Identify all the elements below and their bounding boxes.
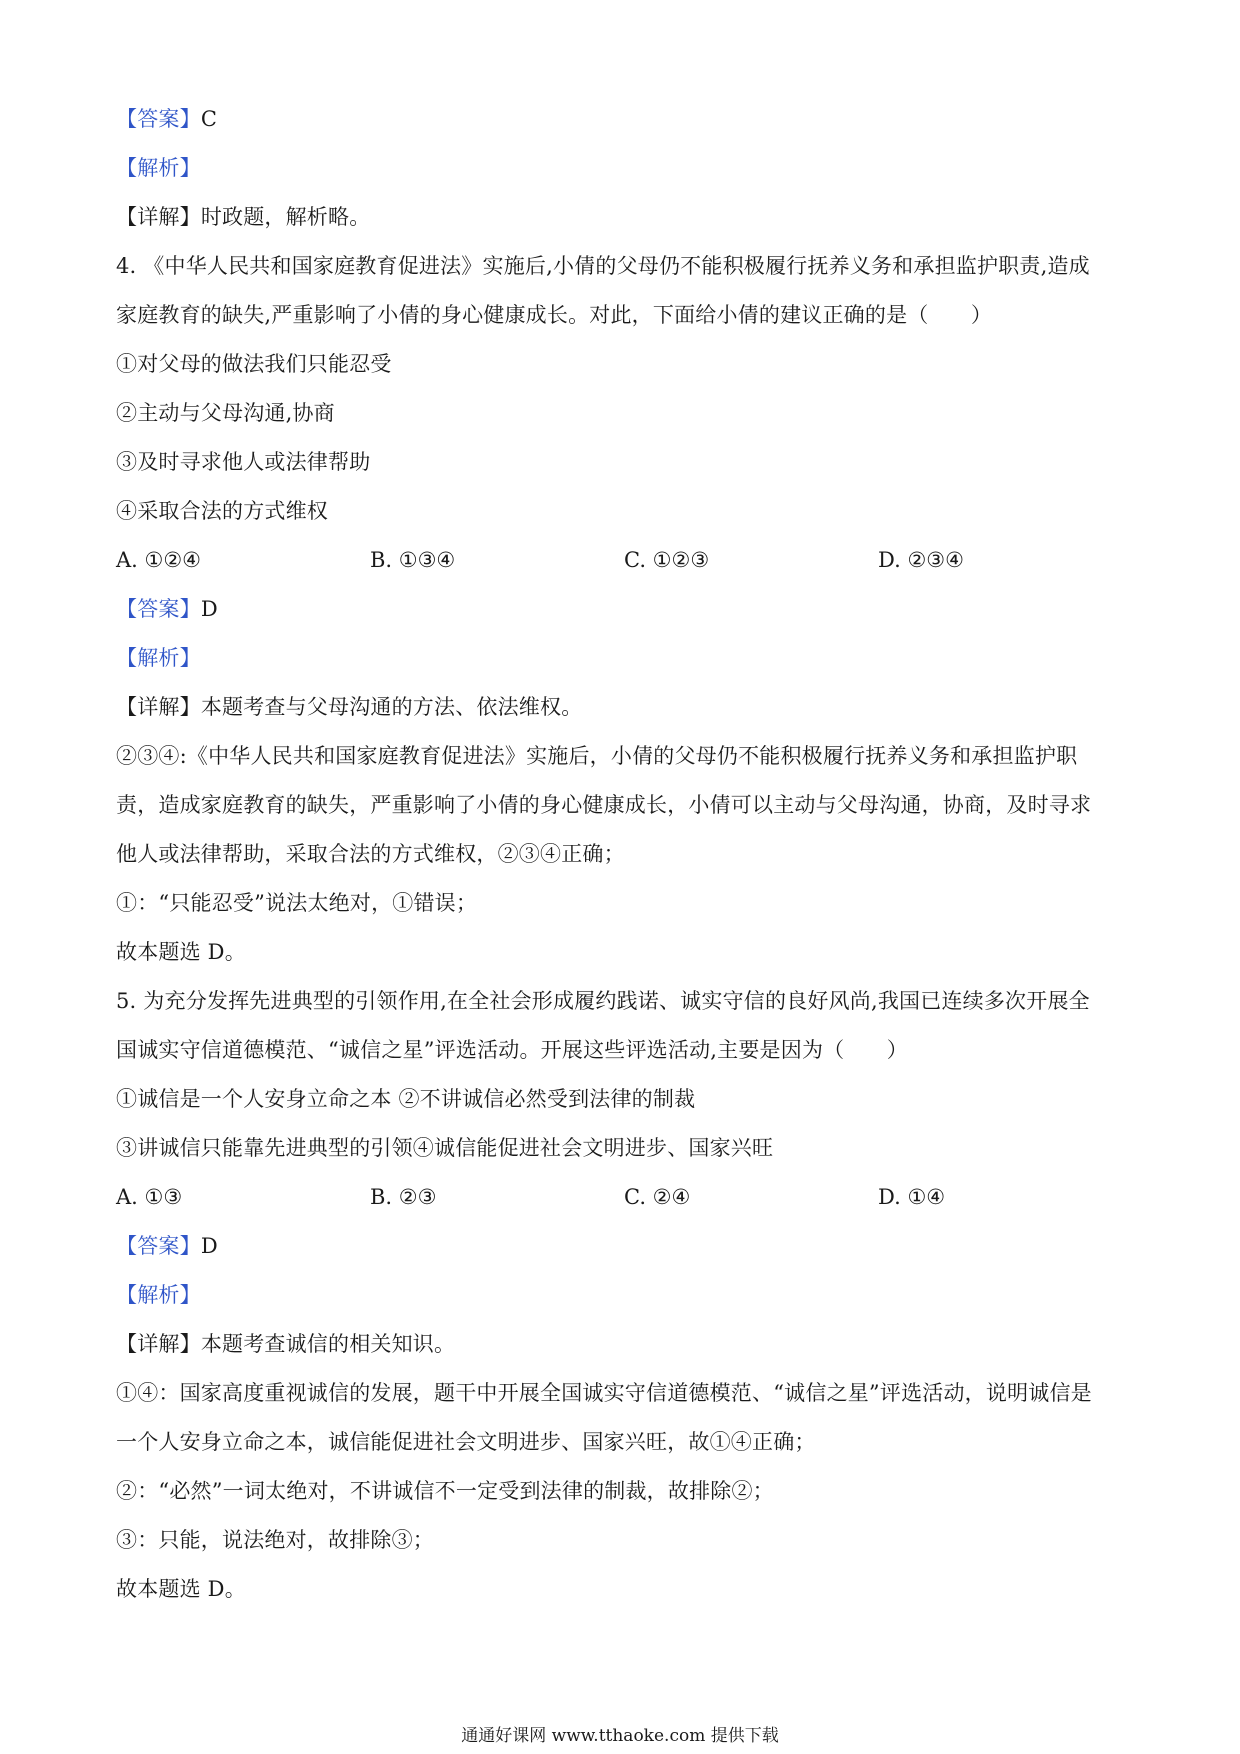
answer-tag: 【答案】: [116, 597, 201, 621]
q5-stem-line-1: 5. 为充分发挥先进典型的引领作用,在全社会形成履约践诺、诚实守信的良好风尚,我国已连续多次开展全: [116, 989, 1090, 1013]
analysis-line-q3: [116, 153, 201, 183]
q5-option-d: D. ①④: [878, 1185, 946, 1209]
detail-tag: 【详解】: [116, 1332, 201, 1356]
q4-explanation-line-4: ①：“只能忍受”说法太绝对，①错误；: [116, 891, 478, 915]
detail-line-q4: [116, 692, 582, 722]
answer-value: D: [200, 597, 218, 621]
detail-line-q5: [116, 1329, 455, 1359]
analysis-line-q5: [116, 1280, 201, 1310]
q4-option-a: A. ①②④: [116, 548, 201, 572]
q4-explanation-line-3: 他人或法律帮助，采取合法的方式维权，②③④正确；: [116, 842, 625, 866]
q5-explanation-line-3: ②：“必然”一词太绝对，不讲诚信不一定受到法律的制裁，故排除②；: [116, 1479, 774, 1503]
q5-explanation-line-5: 故本题选 D。: [116, 1577, 246, 1601]
q4-explanation-line-1: ②③④:《中华人民共和国家庭教育促进法》实施后，小倩的父母仍不能积极履行抚养义务和承担监护职: [116, 744, 1078, 768]
q4-item-3: ③及时寻求他人或法律帮助: [116, 450, 371, 474]
q5-explanation-line-1: ①④：国家高度重视诚信的发展，题干中开展全国诚实守信道德模范、“诚信之星”评选活动，说明诚信是: [116, 1381, 1092, 1405]
analysis-tag: 【解析】: [116, 646, 201, 670]
q4-explanation-line-2: 责，造成家庭教育的缺失，严重影响了小倩的身心健康成长，小倩可以主动与父母沟通，协商，及时寻求: [116, 793, 1092, 817]
answer-value: C: [200, 107, 218, 131]
answer-tag: 【答案】: [116, 107, 201, 131]
detail-text: 时政题，解析略。: [200, 205, 371, 229]
detail-text: 本题考查诚信的相关知识。: [200, 1332, 456, 1356]
q4-stem-line-1: 4. 《中华人民共和国家庭教育促进法》实施后,小倩的父母仍不能积极履行抚养义务和承担监护职责,造成: [116, 254, 1090, 278]
answer-line-q4: [116, 594, 218, 624]
detail-tag: 【详解】: [116, 205, 201, 229]
q5-stem-line-2: 国诚实守信道德模范、“诚信之星”评选活动。开展这些评选活动,主要是因为（ ）: [116, 1038, 908, 1062]
q4-item-4: ④采取合法的方式维权: [116, 499, 328, 523]
analysis-line-q4: [116, 643, 201, 673]
q4-option-d: D. ②③④: [878, 548, 964, 572]
analysis-tag: 【解析】: [116, 1283, 201, 1307]
q5-option-c: C. ②④: [624, 1185, 691, 1209]
q4-option-b: B. ①③④: [370, 548, 456, 572]
q5-items-line-1: ①诚信是一个人安身立命之本 ②不讲诚信必然受到法律的制裁: [116, 1087, 696, 1111]
q4-stem-line-2: 家庭教育的缺失,严重影响了小倩的身心健康成长。对此，下面给小倩的建议正确的是（ ）: [116, 303, 993, 327]
detail-line-q3: [116, 202, 370, 232]
q4-item-2: ②主动与父母沟通,协商: [116, 401, 335, 425]
page-footer: 通通好课网 www.tthaoke.com 提供下载: [461, 1726, 779, 1746]
answer-tag: 【答案】: [116, 1234, 201, 1258]
analysis-tag: 【解析】: [116, 156, 201, 180]
q5-explanation-line-4: ③：只能，说法绝对，故排除③；: [116, 1528, 434, 1552]
answer-line-q5: [116, 1231, 218, 1261]
q5-option-a: A. ①③: [116, 1185, 183, 1209]
q5-option-b: B. ②③: [370, 1185, 437, 1209]
detail-tag: 【详解】: [116, 695, 201, 719]
answer-line-q3: [116, 104, 217, 134]
q5-explanation-line-2: 一个人安身立命之本，诚信能促进社会文明进步、国家兴旺，故①④正确；: [116, 1430, 816, 1454]
answer-value: D: [200, 1234, 218, 1258]
detail-text: 本题考查与父母沟通的方法、依法维权。: [200, 695, 583, 719]
q4-item-1: ①对父母的做法我们只能忍受: [116, 352, 392, 376]
q4-explanation-line-5: 故本题选 D。: [116, 940, 246, 964]
q4-option-c: C. ①②③: [624, 548, 710, 572]
q5-items-line-2: ③讲诚信只能靠先进典型的引领④诚信能促进社会文明进步、国家兴旺: [116, 1136, 774, 1160]
